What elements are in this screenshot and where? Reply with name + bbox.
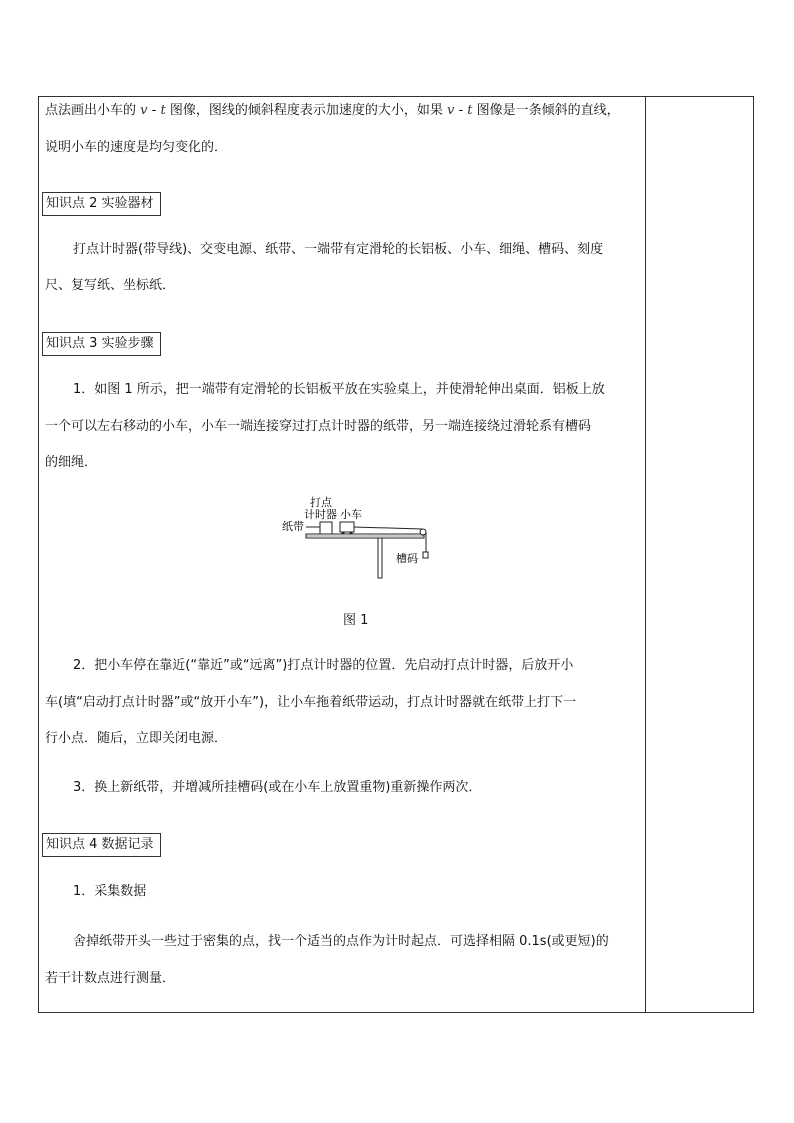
table-leg [378, 538, 382, 578]
label-tape: 纸带 [282, 520, 304, 533]
symbol-v: v [140, 103, 148, 118]
paragraph-line: 1．采集数据 [73, 884, 147, 899]
paragraph-line: 若干计数点进行测量． [45, 971, 176, 986]
text-run: 图像，图线的倾斜程度表示加速度的大小，如果 [165, 103, 447, 118]
paragraph-line: 舍掉纸带开头一些过于密集的点，找一个适当的点作为计时起点．可选择相隔 0.1s(或更短)的 [73, 934, 609, 949]
timer-box [320, 522, 332, 534]
figure-caption: 图 1 [343, 613, 369, 628]
paragraph-line: 2．把小车停在靠近(“靠近”或“远离”)打点计时器的位置．先启动打点计时器，后放开小 [73, 658, 574, 673]
paragraph-line: 1．如图 1 所示，把一端带有定滑轮的长铝板平放在实验桌上，并使滑轮伸出桌面．铝板上放 [73, 382, 605, 397]
paragraph-line: 尺、复写纸、坐标纸． [45, 278, 176, 293]
paragraph-line: 3．换上新纸带，并增减所挂槽码(或在小车上放置重物)重新操作两次． [73, 780, 482, 795]
text-run: 图像是一条倾斜的直线， [472, 103, 620, 118]
symbol-t: t [160, 103, 166, 118]
paragraph-line [45, 103, 645, 119]
paragraph-line: 车(填“启动打点计时器”或“放开小车”)，让小车拖着纸带运动，打点计时器就在纸带上打下一 [45, 695, 577, 710]
label-car: 小车 [340, 508, 362, 521]
label-timer-bottom: 计时器 [304, 508, 337, 521]
weight-block [423, 552, 428, 558]
column-divider [645, 96, 646, 1013]
paragraph-line: 行小点．随后，立即关闭电源． [45, 731, 228, 746]
car-box [340, 522, 354, 532]
apparatus-diagram [270, 496, 440, 580]
heading-knowledge-point-3: 知识点 3 实验步骤 [42, 332, 161, 356]
text-run: - [147, 103, 161, 118]
symbol-v: v [446, 103, 455, 118]
symbol-t: t [467, 103, 473, 118]
paragraph-line: 的细绳． [45, 455, 98, 470]
label-weight: 槽码 [396, 552, 418, 565]
heading-knowledge-point-2: 知识点 2 实验器材 [42, 192, 161, 216]
pulley [420, 529, 426, 535]
paragraph-line: 一个可以左右移动的小车，小车一端连接穿过打点计时器的纸带，另一端连接绕过滑轮系有槽码 [45, 419, 592, 434]
paragraph-line: 打点计时器(带导线)、交变电源、纸带、一端带有定滑轮的长铝板、小车、细绳、槽码、刻度 [73, 242, 604, 257]
text-run: 点法画出小车的 [45, 103, 141, 118]
label-timer-top: 打点 [310, 496, 332, 509]
paragraph-line: 说明小车的速度是均匀变化的． [45, 140, 228, 155]
heading-knowledge-point-4: 知识点 4 数据记录 [42, 833, 161, 857]
text-run: - [454, 103, 468, 118]
string [354, 527, 422, 529]
